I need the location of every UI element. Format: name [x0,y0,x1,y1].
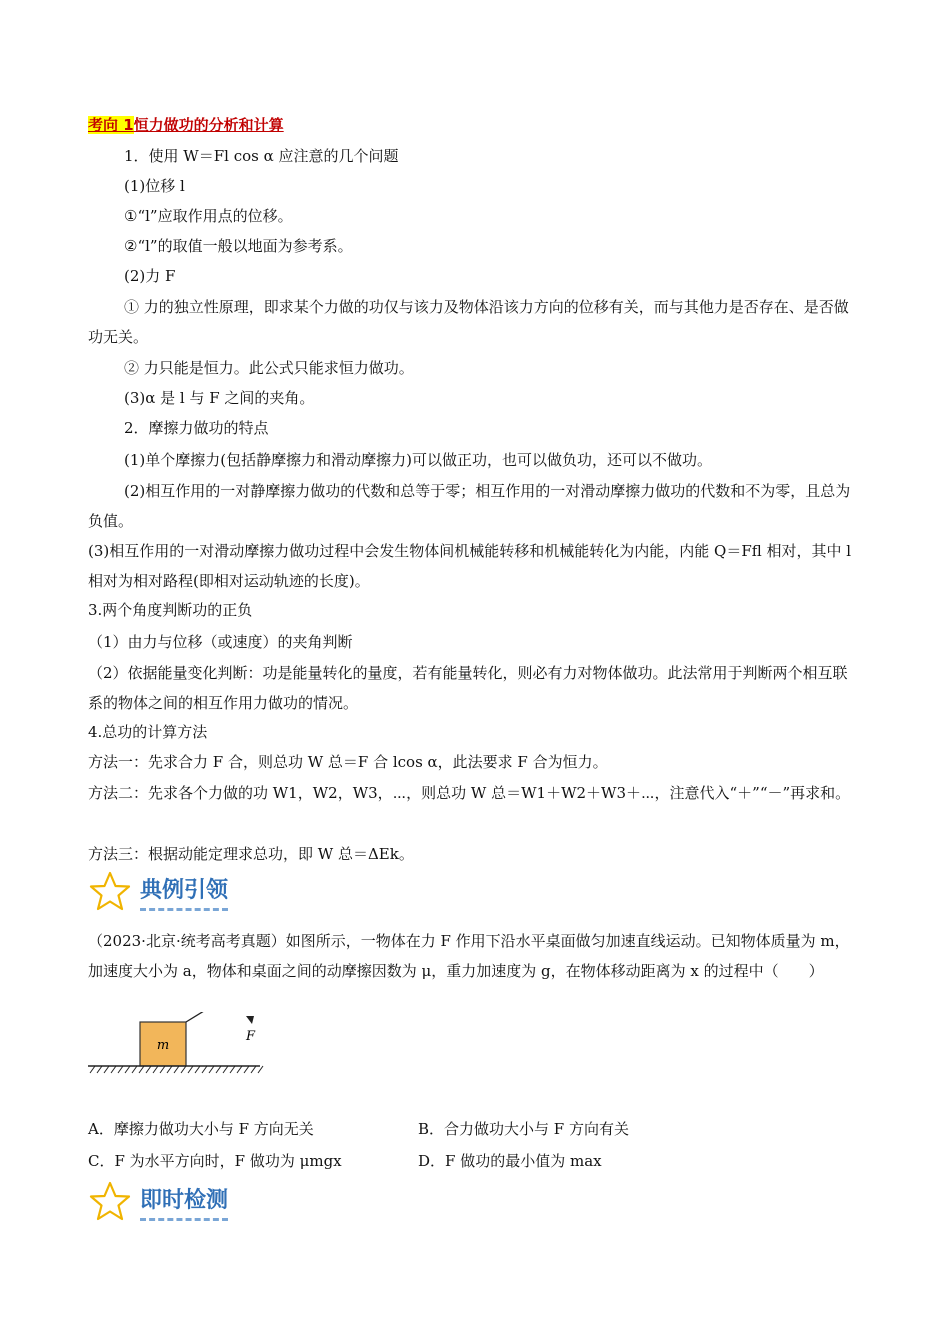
hatch-mark [181,1066,186,1073]
topic-tag: 考向 1 [88,116,134,134]
para-4: ②“l”的取值一般以地面为参考系。 [124,237,353,255]
hatch-mark [209,1066,214,1073]
para-15: （2）依据能量变化判断：功是能量转化的量度，若有能量转化，则必有力对物体做功。此法常用于判断两个相互联系的物体之间的相互作用力做功的情况。 [88,664,848,712]
block-label: m [156,1038,170,1053]
para-14: （1）由力与位移（或速度）的夹角判断 [88,633,353,651]
para-9: 2．摩擦力做功的特点 [124,419,269,437]
para-17: 方法一：先求合力 F 合，则总功 W 总＝F 合 lcos α，此法要求 F 合为恒力。 [88,753,608,771]
ground-hatching [90,1066,263,1073]
section-check [88,1180,228,1224]
para-5: (2)力 F [124,267,176,285]
hatch-mark [160,1066,165,1073]
para-7: ② 力只能是恒力。此公式只能求恒力做功。 [124,359,414,377]
para-1: 1．使用 W＝Fl cos α 应注意的几个问题 [124,147,399,165]
para-19: 方法三：根据动能定理求总功，即 W 总＝ΔEk。 [88,845,414,863]
star-icon [88,870,132,914]
hatch-mark [188,1066,193,1073]
para-6: ① 力的独立性原理，即求某个力做的功仅与该力及物体沿该力方向的位移有关，而与其他力是否存在、是否做功无关。 [88,298,849,346]
section-example-title: 典例引领 [140,873,228,911]
hatch-mark [223,1066,228,1073]
hatch-mark [174,1066,179,1073]
para-8: (3)α 是 l 与 F 之间的夹角。 [124,389,315,407]
para-11: (2)相互作用的一对静摩擦力做功的代数和总等于零；相互作用的一对滑动摩擦力做功的代数和不为零，且总为负值。 [88,482,851,530]
option-b[interactable]: B．合力做功大小与 F 方向有关 [418,1120,629,1138]
hatch-mark [251,1066,256,1073]
topic-heading [88,114,284,135]
star-icon [88,1180,132,1224]
section-example [88,870,228,914]
option-d[interactable]: D．F 做功的最小值为 max [418,1152,602,1170]
hatch-mark [125,1066,130,1073]
hatch-mark [90,1066,95,1073]
hatch-mark [237,1066,242,1073]
para-18: 方法二：先求各个力做的功 W1，W2，W3，⋯，则总功 W 总＝W1＋W2＋W3＋⋯，注意代入“＋”“－”再求和。 [88,784,851,802]
hatch-mark [132,1066,137,1073]
topic-title: 恒力做功的分析和计算 [133,116,284,134]
hatch-mark [153,1066,158,1073]
hatch-mark [167,1066,172,1073]
hatch-mark [104,1066,109,1073]
para-16: 4.总功的计算方法 [88,723,208,741]
hatch-mark [244,1066,249,1073]
hatch-mark [258,1066,263,1073]
hatch-mark [195,1066,200,1073]
para-2: (1)位移 l [124,177,185,195]
hatch-mark [139,1066,144,1073]
para-13: 3.两个角度判断功的正负 [88,601,253,619]
hatch-mark [111,1066,116,1073]
option-c[interactable]: C．F 为水平方向时，F 做功为 μmgx [88,1152,342,1170]
question-text: （2023·北京·统考高考真题）如图所示，一物体在力 F 作用下沿水平桌面做匀加速直线运动。已知物体质量为 m，加速度大小为 a，物体和桌面之间的动摩擦因数为 μ，重力加速度为 g，在物体移动距离为 x 的过程中（ ） [88,932,850,980]
hatch-mark [230,1066,235,1073]
hatch-mark [97,1066,102,1073]
para-3: ①“l”应取作用点的位移。 [124,207,293,225]
option-a[interactable]: A．摩擦力做功大小与 F 方向无关 [88,1120,314,1138]
hatch-mark [216,1066,221,1073]
section-check-title: 即时检测 [140,1183,228,1221]
force-arrow-head [230,1012,270,1042]
hatch-mark [202,1066,207,1073]
hatch-mark [118,1066,123,1073]
force-label: F [246,1029,256,1044]
para-10: (1)单个摩擦力(包括静摩擦力和滑动摩擦力)可以做正功，也可以做负功，还可以不做功。 [124,451,712,469]
para-12: (3)相互作用的一对滑动摩擦力做功过程中会发生物体间机械能转移和机械能转化为内能，内能 Q＝Ffl 相对，其中 l 相对为相对路程(即相对运动轨迹的长度)。 [88,542,852,590]
hatch-mark [146,1066,151,1073]
